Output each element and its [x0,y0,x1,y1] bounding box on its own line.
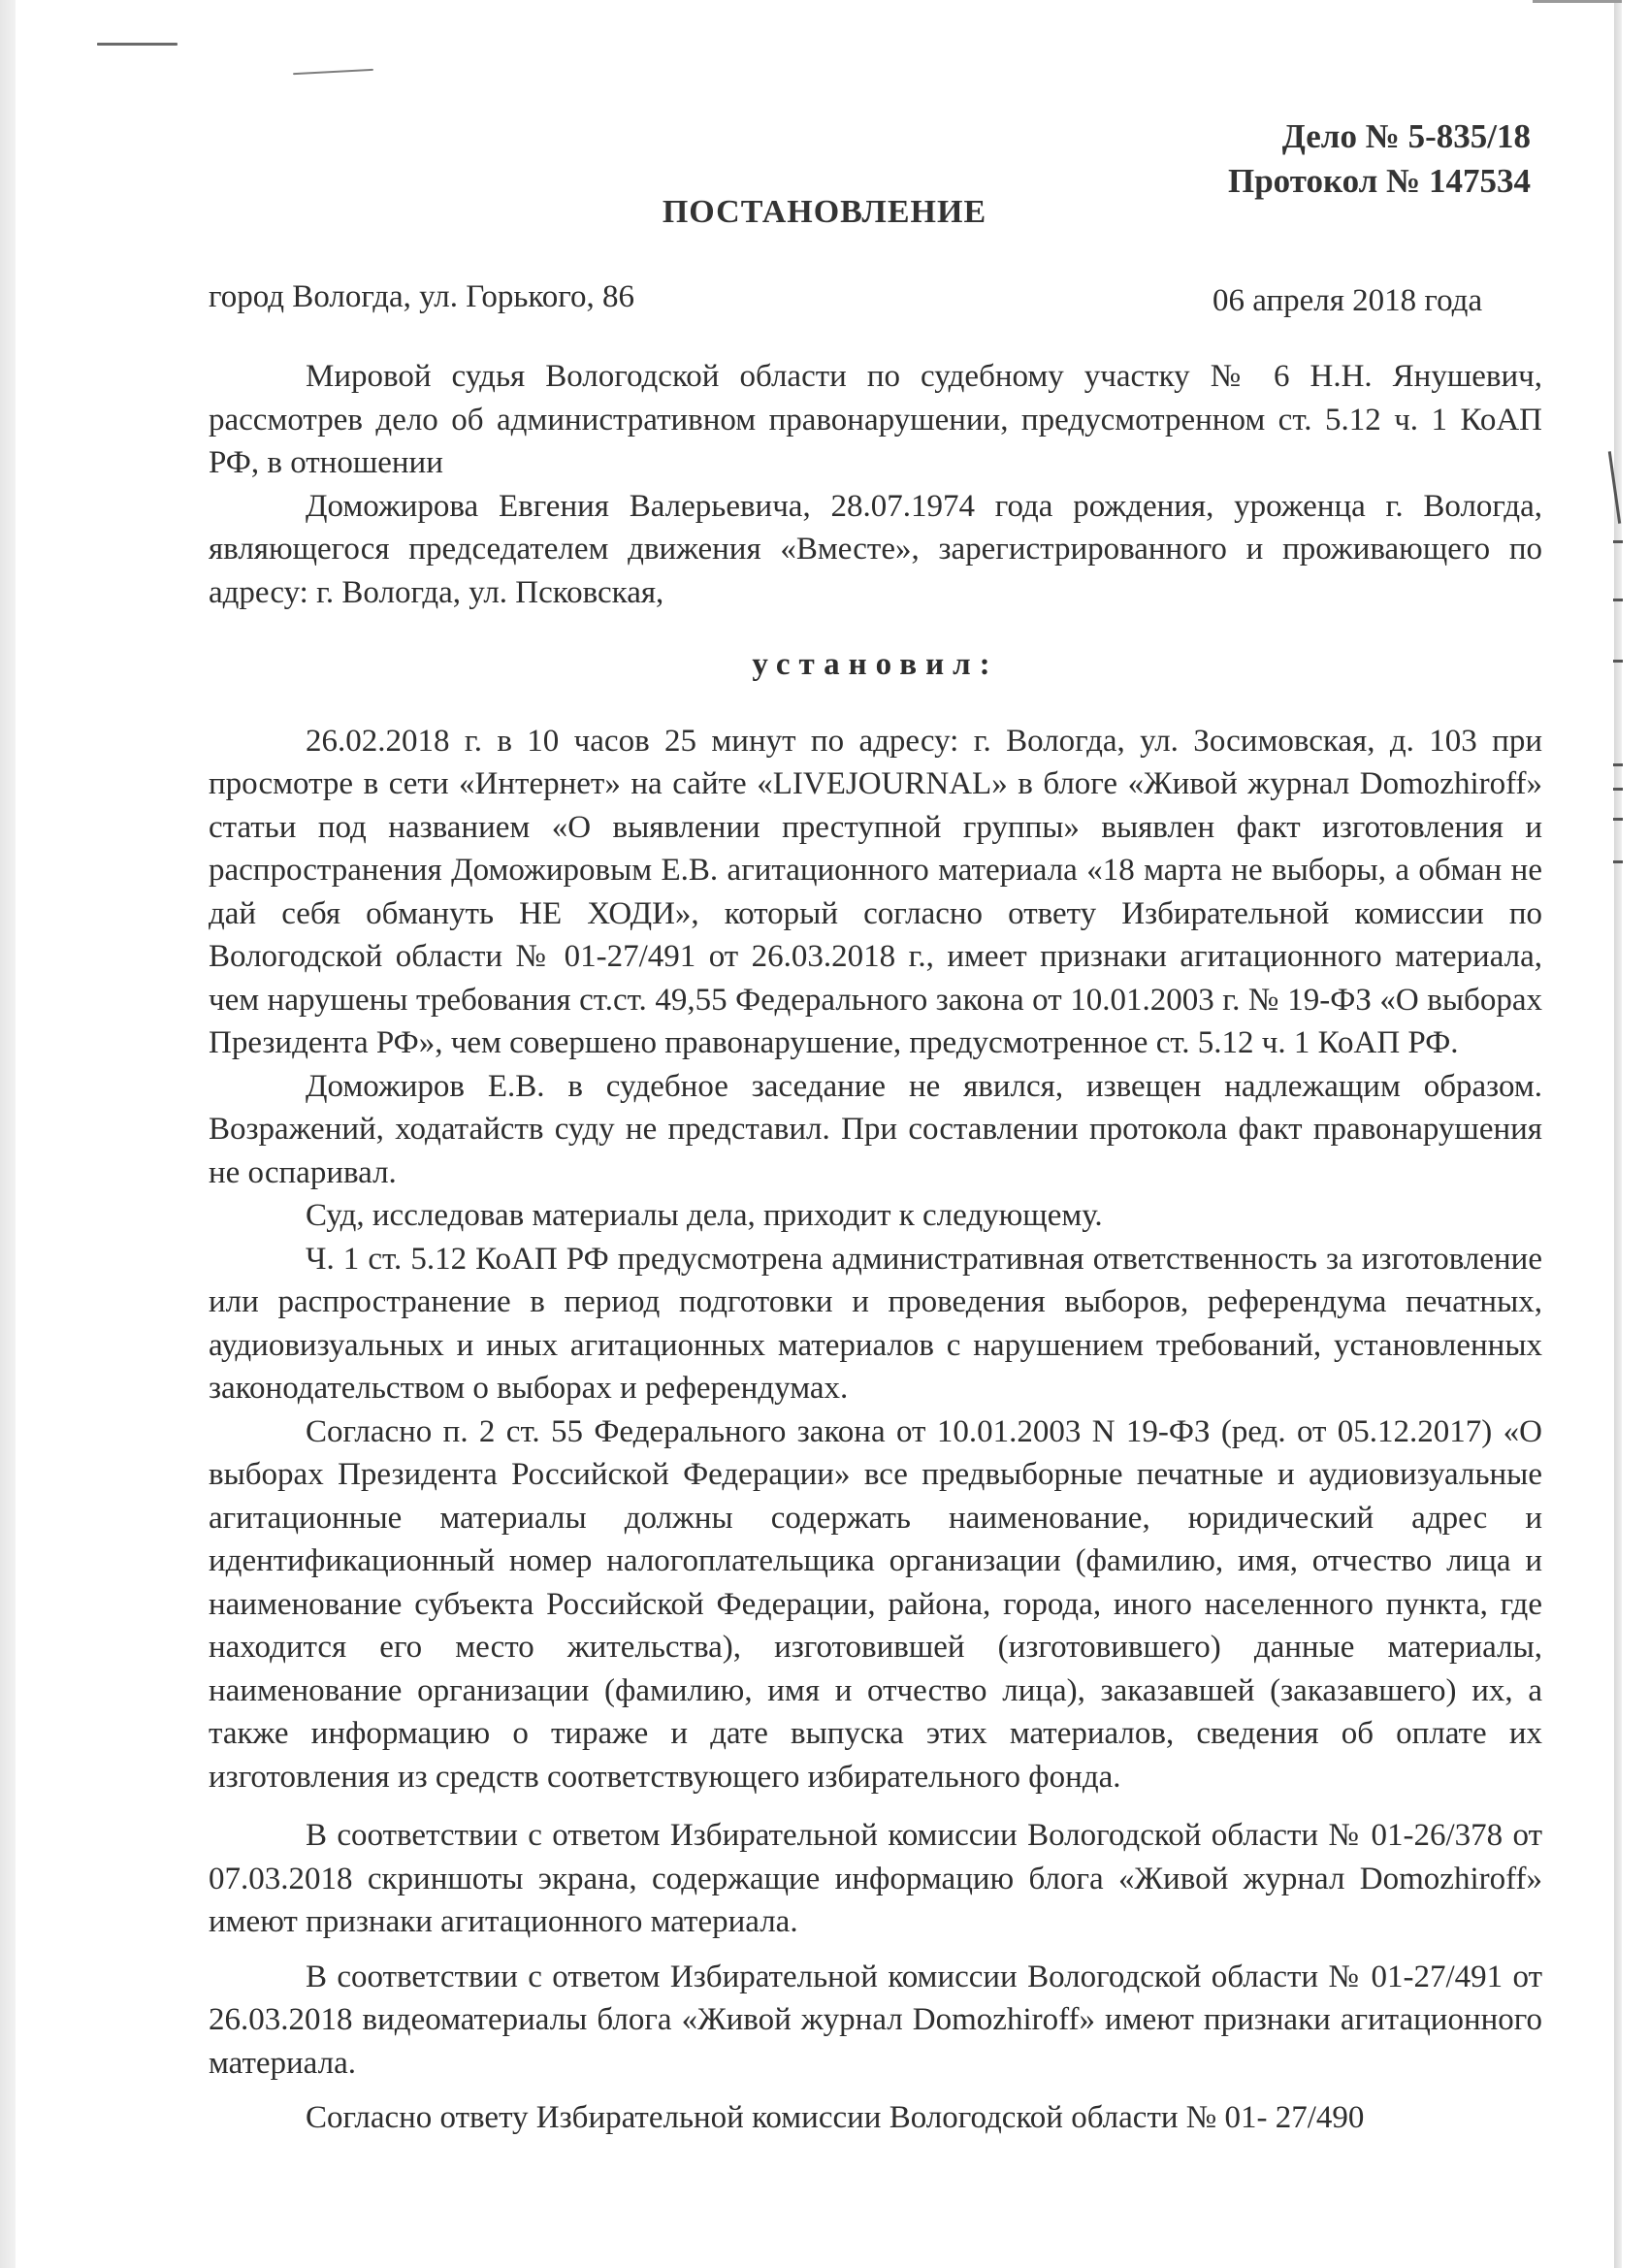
edge-tick [1613,599,1623,601]
scan-right-edge [1614,0,1622,2268]
scan-left-edge [0,0,16,2268]
edge-tick [1613,860,1623,863]
edge-tick [1613,788,1623,791]
body-paragraph: Согласно п. 2 ст. 55 Федерального закона от 10.01.2003 N 19-ФЗ (ред. от 05.12.2017) «О выборах Президента Российской Федерации» все предвыборные печатные и аудиовизуальные агитационные материалы должны содержать наименование, юридический адрес и идентификационный номер налогоплательщика организации (фамилию, имя, отчество лица и наименование субъекта Российской Федерации, района, города, иного населенного пункта, где находится его место жительства), изготовившей (изготовившего) данные материалы, наименование организации (фамилию, имя и отчество лица), заказавшей (заказавшего) их, а также информацию о тираже и дате выпуска этих материалов, сведения об оплате их изготовления из средств соответствующего избирательного фонда. [209,1413,1542,1795]
section-heading: установил: [752,647,999,682]
document-title: ПОСТАНОВЛЕНИЕ [662,194,987,230]
body-paragraph: В соответствии с ответом Избирательной комиссии Вологодской области № 01-26/378 от 07.03.2018 скриншоты экрана, содержащие информацию блога «Живой журнал Domozhiroff» имеют признаки агитационного материала. [209,1818,1542,1939]
intro-judge-paragraph: Мировой судья Вологодской области по судебному участку № 6 Н.Н. Янушевич, рассмотрев дело об административном правонарушении, предусмотренном ст. 5.12 ч. 1 КоАП РФ, в отношении [209,359,1542,480]
body-paragraph: Доможиров Е.В. в судебное заседание не явился, извещен надлежащим образом. Возражений, ходатайств суду не представил. При составлении протокола факт правонарушения не оспаривал. [209,1068,1542,1190]
case-number: Дело № 5-835/18 [1281,117,1531,155]
edge-tick [1613,540,1623,543]
protocol-number: Протокол № 147534 [1227,162,1531,200]
document-date: 06 апреля 2018 года [1212,283,1483,318]
document-body [209,355,1542,2140]
edge-tick [1613,818,1623,821]
body-paragraph: В соответствии с ответом Избирательной комиссии Вологодской области № 01-27/491 от 26.03.2018 видеоматериалы блога «Живой журнал Domozhiroff» имеют признаки агитационного материала. [209,1959,1542,2081]
staple-mark [97,43,178,46]
body-paragraph: Суд, исследовав материалы дела, приходит к следующему. [306,1198,1103,1233]
edge-tick [1613,660,1623,663]
body-paragraph: Ч. 1 ст. 5.12 КоАП РФ предусмотрена административная ответственность за изготовление или распространение в период подготовки и проведения выборов, референдума печатных, аудиовизуальных и иных агитационных материалов с нарушением требований, установленных законодательством о выборах и референдумах. [209,1241,1542,1406]
case-header [1228,114,1531,204]
edge-tick [1613,763,1623,766]
intro-defendant-paragraph: Доможирова Евгения Валерьевича, 28.07.1974 года рождения, уроженца г. Вологда, являющегося председателем движения «Вместе», зарегистрированного и проживающего по адресу: г. Вологда, ул. Псковская, [209,488,1542,610]
document-place: город Вологда, ул. Горького, 86 [209,279,634,314]
staple-mark [293,69,373,75]
body-paragraph: 26.02.2018 г. в 10 часов 25 минут по адресу: г. Вологда, ул. Зосимовская, д. 103 при просмотре в сети «Интернет» на сайте «LIVEJOURNAL» в блоге «Живой журнал Domozhiroff» статьи под названием «О выявлении преступной группы» выявлен факт изготовления и распространения Доможировым Е.В. агитационного материала «18 марта не выборы, а обман не дай себя обмануть НЕ ХОДИ», который согласно ответу Избирательной комиссии по Вологодской области № 01-27/491 от 26.03.2018 г., имеет признаки агитационного материала, чем нарушены требования ст.ст. 49,55 Федерального закона от 10.01.2003 г. № 19-ФЗ «О выборах Президента РФ», чем совершено правонарушение, предусмотренное ст. 5.12 ч. 1 КоАП РФ. [209,723,1542,1060]
scan-top-edge [1533,0,1622,3]
body-paragraph: Согласно ответу Избирательной комиссии Вологодской области № 01- 27/490 [306,2100,1365,2135]
